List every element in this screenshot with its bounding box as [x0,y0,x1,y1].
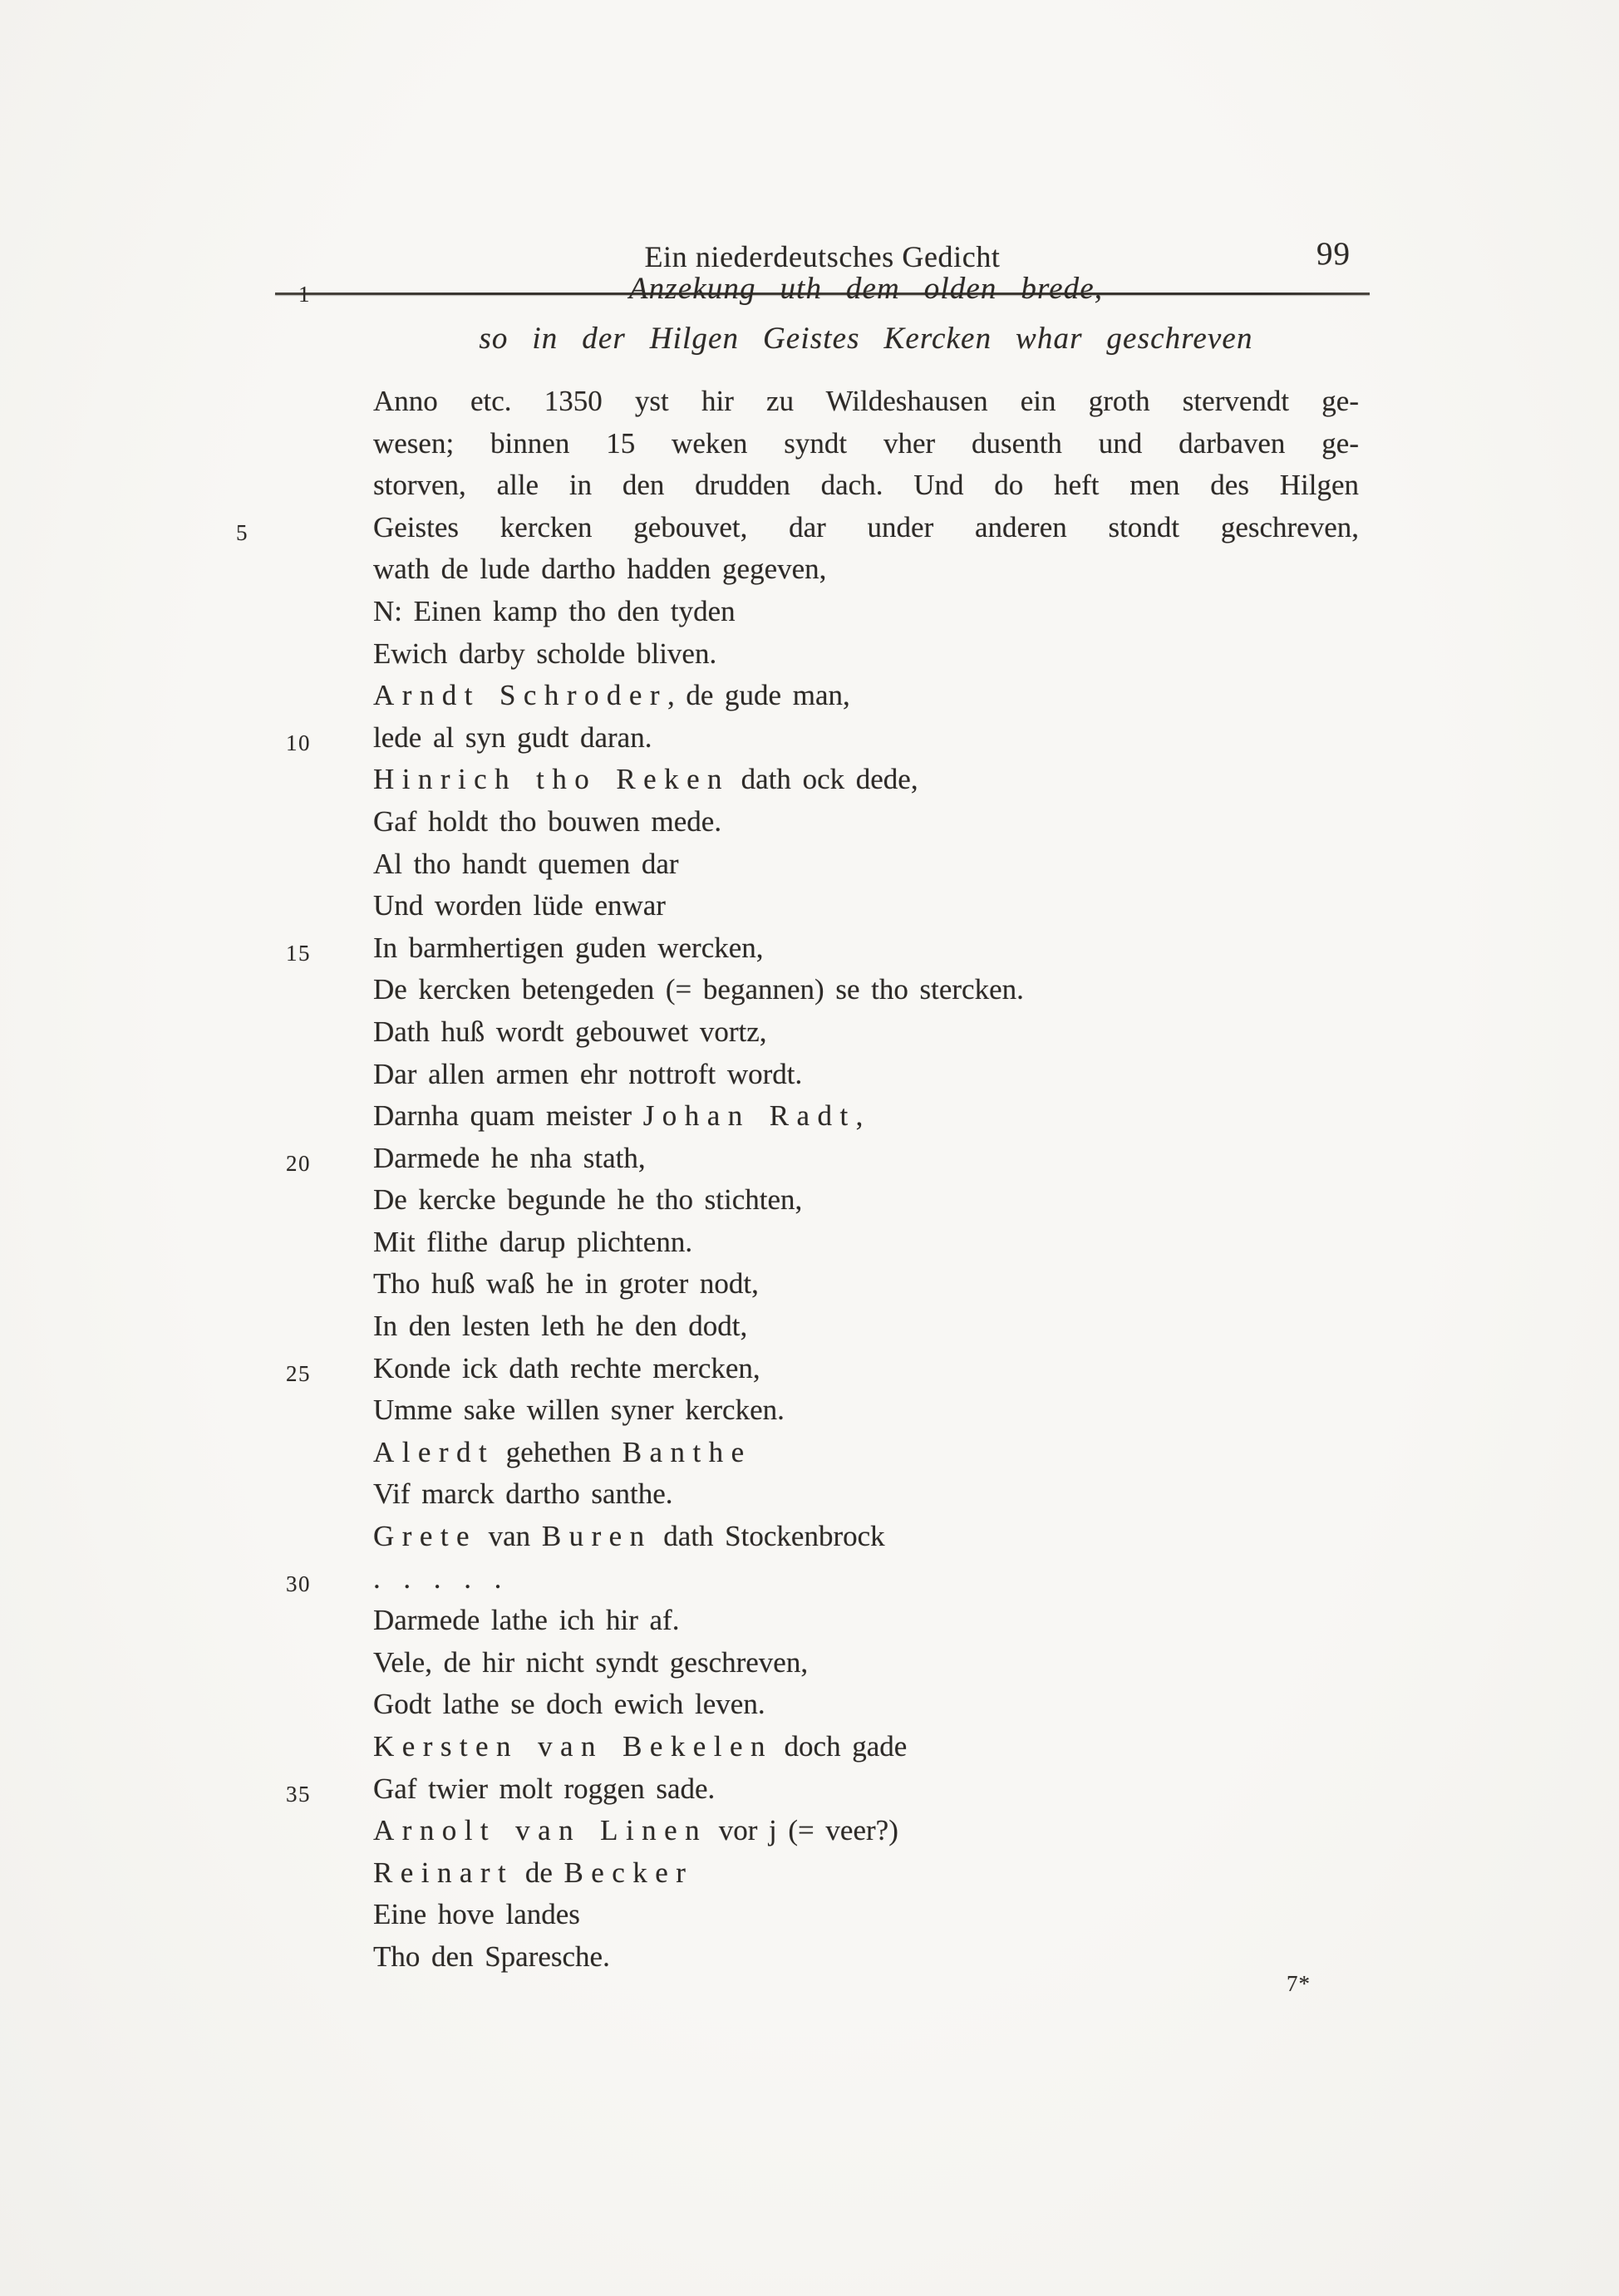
poem-line [236,507,1359,549]
poem-line [373,1810,1359,1852]
poem-line [286,927,1359,970]
poem-line [373,1894,1359,1936]
poem-line [373,675,1359,717]
spaced-name: Buren [541,1520,652,1553]
line-number: 20 [286,1150,311,1176]
poem-line [373,843,1359,886]
text-segment: doch gade [772,1730,908,1763]
spaced-name: Becker [563,1856,694,1889]
poem-line [286,717,1359,760]
poem-line [286,1768,1359,1811]
poem-line [373,1642,1359,1684]
text-segment: Eine hove landes [373,1898,580,1931]
text-segment: Konde ick dath rechte mercken, [373,1351,760,1384]
page-number: 99 [1316,236,1351,272]
poem-title-line [298,264,1359,314]
text-segment: , de gude man, [667,679,850,712]
line-number: 35 [286,1781,311,1807]
poem-line [373,548,1359,591]
spaced-name: Hinrich tho Reken [373,763,731,796]
poem-line [373,885,1359,927]
poem-line [373,1473,1359,1516]
poem-line [373,423,1359,465]
text-segment: Dath huß wordt gebouwet vortz, [373,1015,767,1048]
text-segment: Vif marck dartho santhe. [373,1477,673,1511]
text-segment: dath Stockenbrock [652,1520,885,1553]
text-segment: Tho huß waß he in groter nodt, [373,1267,759,1300]
poem-line [286,1558,1359,1600]
text-segment: storven, alle in den drudden dach. Und do heft men des Hilgen [373,469,1359,502]
poem-line [373,1600,1359,1642]
text-segment: De kercken betengeden (= begannen) se tho stercken. [373,973,1024,1006]
poem-line [373,1516,1359,1558]
spaced-name: Reinart [373,1856,514,1889]
text-segment: In den lesten leth he den dodt, [373,1310,748,1343]
text-segment: Umme sake willen syner kercken. [373,1394,785,1427]
spaced-name: Arndt Schroder [373,679,667,712]
poem-line [373,1222,1359,1264]
poem-line [373,801,1359,843]
poem-body [236,264,1359,1979]
spaced-name: Grete [373,1520,477,1553]
poem-line [373,1263,1359,1305]
spaced-name: Banthe [622,1435,752,1468]
poem-line [373,1684,1359,1726]
line-number: 1 [298,282,311,307]
poem-line [373,1095,1359,1138]
text-segment: Anzekung uth dem olden brede, [628,272,1104,306]
text-segment: N: Einen kamp tho den tyden [373,594,736,627]
text-segment: wath de lude dartho hadden gegeven, [373,553,827,586]
poem-line [373,465,1359,507]
spaced-name: Johan Radt [642,1099,856,1133]
line-number: 30 [286,1571,311,1596]
text-segment: lede al syn gudt daran. [373,720,652,754]
text-segment: dath ock dede, [730,763,918,796]
text-segment: Gaf holdt tho bouwen mede. [373,804,722,838]
poem-line [373,1179,1359,1222]
text-segment: Geistes kercken gebouvet, dar under anderen stondt geschreven, [373,510,1359,543]
poem-line [373,1432,1359,1474]
text-segment: De kercke begunde he tho stichten, [373,1183,803,1217]
text-segment: Tho den Sparesche. [373,1940,610,1973]
text-segment: van [476,1520,542,1553]
poem-line [373,1726,1359,1768]
text-segment: wesen; binnen 15 weken syndt vher dusenth und darbaven ge- [373,426,1359,460]
line-number: 10 [286,730,311,755]
text-segment: In barmhertigen guden wercken, [373,931,764,964]
poem-line [373,381,1359,423]
poem-line [373,1054,1359,1096]
text-segment: Dar allen armen ehr nottroft wordt. [373,1057,803,1090]
text-segment: so in der Hilgen Geistes Kercken whar geschreven [479,322,1253,356]
poem-line [373,969,1359,1011]
text-segment: Mit flithe darup plichtenn. [373,1225,693,1258]
line-number: 5 [236,519,249,545]
poem-line [373,1936,1359,1979]
line-number: 15 [286,940,311,966]
poem-line [373,1389,1359,1432]
poem-line [373,1852,1359,1895]
poem-line [373,633,1359,676]
text-segment: Al tho handt quemen dar [373,847,679,880]
text-segment: Gaf twier molt roggen sade. [373,1772,716,1805]
text-segment: vor j (= veer?) [707,1814,898,1847]
poem-line [286,1138,1359,1180]
text-segment: , [855,1099,864,1133]
poem-line [373,1011,1359,1054]
text-segment: Und worden lüde enwar [373,889,666,922]
poem-line [373,1305,1359,1348]
line-number: 25 [286,1360,311,1386]
spaced-name: Arnolt van Linen [373,1814,708,1847]
poem-line [286,1348,1359,1390]
text-segment: Darnha quam meister [373,1099,643,1133]
text-segment: de [514,1856,564,1889]
text-segment: Vele, de hir nicht syndt geschreven, [373,1645,809,1679]
text-segment: Anno etc. 1350 yst hir zu Wildeshausen ein groth stervendt ge- [373,385,1359,417]
text-segment: . . . . . [373,1561,508,1595]
text-segment: Darmede lathe ich hir af. [373,1604,680,1637]
running-head-title: Ein niederdeutsches Gedicht [644,240,1001,273]
text-segment: Godt lathe se doch ewich leven. [373,1688,765,1721]
poem-title-line [373,314,1359,364]
poem-line [373,759,1359,801]
spaced-name: Kersten van Bekelen [373,1730,773,1763]
text-segment: gehethen [495,1435,623,1468]
signature-mark: 7* [1287,1971,1311,1996]
text-segment: Ewich darby scholde bliven. [373,637,717,670]
spaced-name: Alerdt [373,1435,495,1468]
text-segment: Darmede he nha stath, [373,1141,646,1174]
poem-line [373,591,1359,633]
